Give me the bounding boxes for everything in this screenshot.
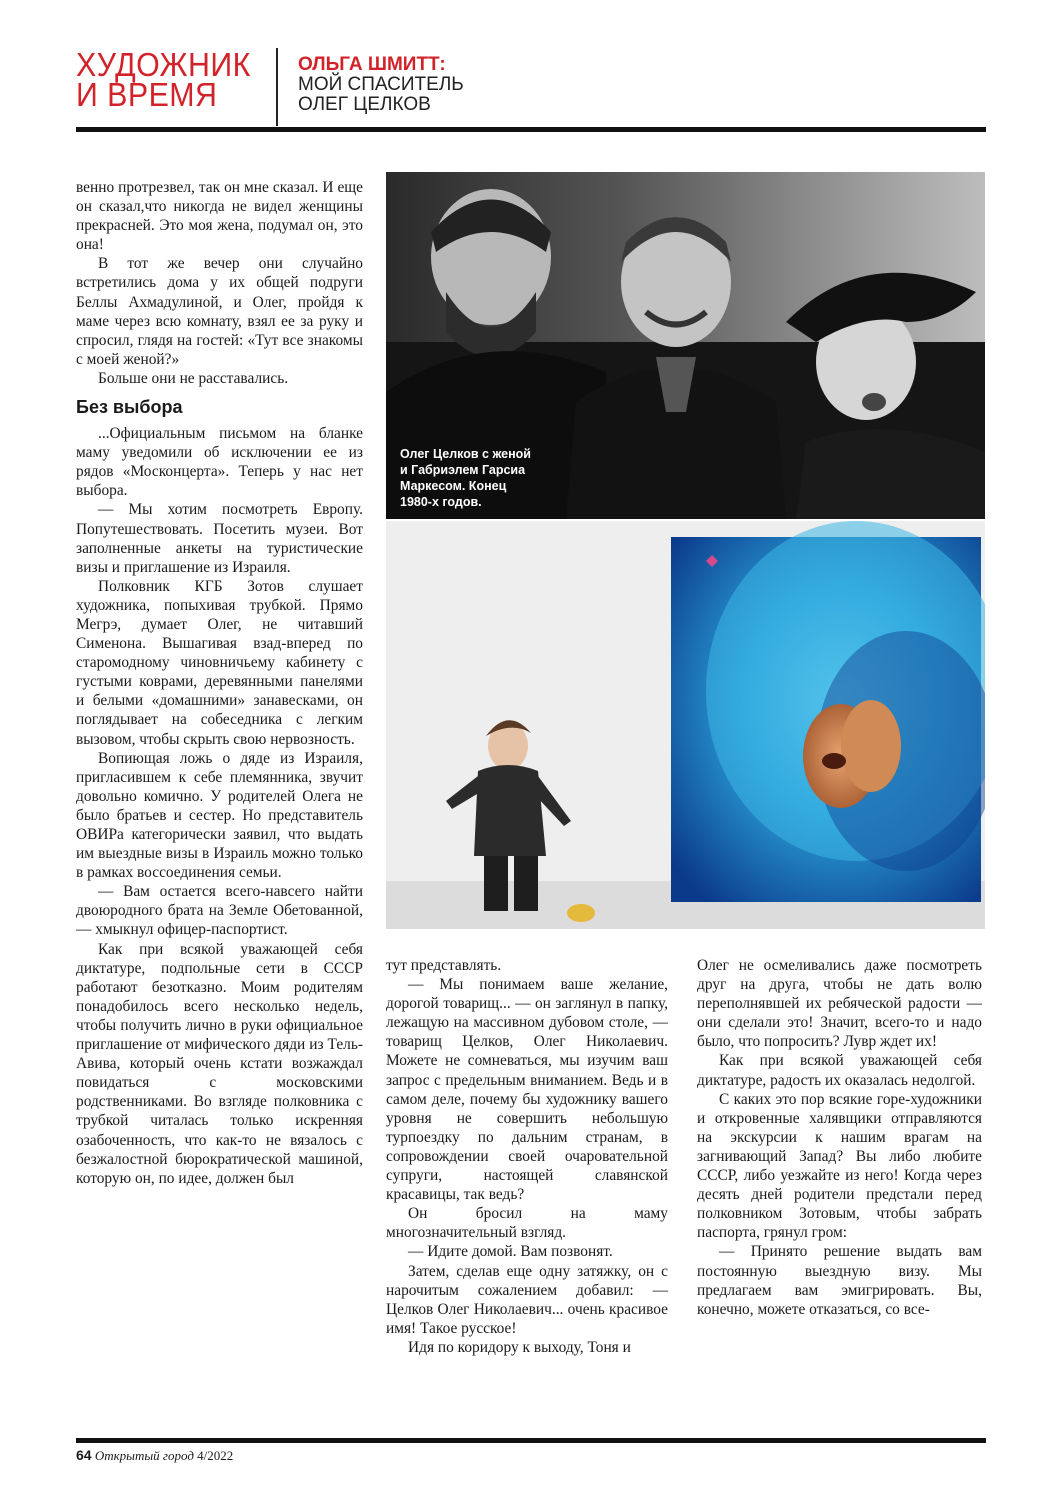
header-divider xyxy=(276,48,278,126)
page-footer xyxy=(76,1447,233,1464)
section-title-line1: ХУДОЖНИК xyxy=(76,46,251,83)
caption-line: и Габриэлем Гарсиа xyxy=(400,463,526,477)
paragraph: В тот же вечер они случайно встретились дома у их общей подруги Беллы Ахмадулиной, и Олег, пройдя к маме через всю комнату, взял ее за руку и спросил, глядя на гостей: «Тут все знакомы с моей женой?» xyxy=(76,255,363,368)
article-header xyxy=(298,55,598,115)
page-number: 64 xyxy=(76,1447,92,1463)
paragraph: тут представлять. xyxy=(386,957,502,974)
paragraph: — Вам остается всего-навсего найти двоюродного брата на Земле Обетованной, — хмыкнул офицер-паспортист. xyxy=(76,883,363,939)
caption-line: Маркесом. Конец xyxy=(400,479,507,493)
paragraph: Олег не осмеливались даже посмотреть друг на друга, чтобы не дать волю переполнявшей их ребяческой радости — они сделали это! Значит, всего-то и надо было, что попросить? Лувр ждет их! xyxy=(697,957,982,1051)
photo-caption xyxy=(400,446,570,510)
author-name: ОЛЬГА ШМИТТ: xyxy=(298,54,446,75)
article-title-line2: ОЛЕГ ЦЕЛКОВ xyxy=(298,94,431,115)
photo-boy-with-painting xyxy=(386,521,985,929)
column-1 xyxy=(76,178,363,1188)
article-title-line1: МОЙ СПАСИТЕЛЬ xyxy=(298,74,464,95)
paragraph: — Принято решение выдать вам постоянную выездную визу. Мы предлагаем вам эмигрировать. Вы, конечно, можете отказаться, со все- xyxy=(697,1243,982,1318)
paragraph: Вопиющая ложь о дяде из Израиля, пригласившем к себе племянника, звучит довольно комично. У родителей Олега не было братьев и сестер. Но представитель ОВИРа категорически заявил, что выдать им выездные визы в Израиль можно только в рамках воссоединения семьи. xyxy=(76,749,363,882)
section-header xyxy=(76,46,276,113)
paragraph: венно протрезвел, так он мне сказал. И еще он сказал,что никогда не видел женщины прекрасней. Это моя жена, подумал он, это она! xyxy=(76,179,363,254)
paragraph: С каких это пор всякие горе-художники и откровенные халявщики отправляются на экскурсии к нашим врагам на загнивающий Запад? Вы либо любите СССР, либо уезжайте из него! Когда через десять дней родители предстали перед полковником Зотовым, чтобы забрать паспорта, грянул гром: xyxy=(697,1090,982,1242)
subheading: Без выбора xyxy=(76,397,183,418)
paragraph: — Мы понимаем ваше желание, дорогой товарищ... — он заглянул в папку, лежащую на массивном дубовом столе, — товарищ Целков, Олег Николаевич. Можете не сомневаться, мы изучим ваш запрос с предельным вниманием. Ведь и в самом деле, почему бы художнику вашего уровня не совершить небольшую турпоездку по дальним странам, в сопровождении своей очаровательной супруги, настоящей славянской красавицы, так ведь? xyxy=(386,976,668,1204)
section-title-line2: И ВРЕМЯ xyxy=(76,76,218,113)
paragraph: Затем, сделав еще одну затяжку, он с нарочитым сожалением добавил: — Целков Олег Николаевич... очень красивое имя! Такое русское! xyxy=(386,1262,668,1337)
paragraph: Он бросил на маму многозначительный взгляд. xyxy=(386,1205,668,1242)
caption-line: 1980-х годов. xyxy=(400,495,482,509)
top-rule xyxy=(76,127,986,132)
publication-name: Открытый город xyxy=(94,1448,194,1463)
column-3 xyxy=(697,956,982,1319)
paragraph: — Идите домой. Вам позвонят. xyxy=(408,1243,613,1261)
color-photo-illustration xyxy=(386,521,985,929)
bottom-rule xyxy=(76,1438,986,1443)
photo-tselkov-with-wife-and-marquez xyxy=(386,172,985,519)
column-2 xyxy=(386,956,668,1357)
issue-number: 4/2022 xyxy=(197,1448,234,1463)
paragraph: Больше они не расставались. xyxy=(98,369,289,387)
paragraph: Полковник КГБ Зотов слушает художника, попыхивая трубкой. Прямо Мегрэ, думает Олег, не читавший Сименона. Вышагивая взад-вперед по старомодному чиновничьему кабинету с густыми коврами, деревянными панелями и белыми «домашними» занавесками, он поглядывает на собеседника с легким вызовом, чтобы скрыть свою нервозность. xyxy=(76,577,363,748)
caption-line: Олег Целков с женой xyxy=(400,447,531,461)
paragraph: Как при всякой уважающей себя диктатуре, радость их оказалась недолгой. xyxy=(697,1052,982,1089)
paragraph: Как при всякой уважающей себя диктатуре, подпольные сети в СССР работают безотказно. Моим родителям понадобилось всего несколько недель, чтобы получить лично в руки официальное приглашение от мифического дяди из Тель-Авива, который очень кстати возжаждал повидаться с московскими родственниками. Во взгляде полковника с трубкой читалась только искренняя озабоченность, что как-то не вязалось с безжалостной бюрократической машиной, которую он, по идее, должен был xyxy=(76,940,363,1187)
paragraph: ...Официальным письмом на бланке маму уведомили об исключении ее из рядов «Москонцерта». Теперь у нас нет выбора. xyxy=(76,425,363,500)
paragraph: — Мы хотим посмотреть Европу. Попутешествовать. Посетить музеи. Вот заполненные анкеты на туристические визы и приглашение из Израиля. xyxy=(76,501,363,576)
paragraph: Идя по коридору к выходу, Тоня и xyxy=(408,1338,631,1356)
